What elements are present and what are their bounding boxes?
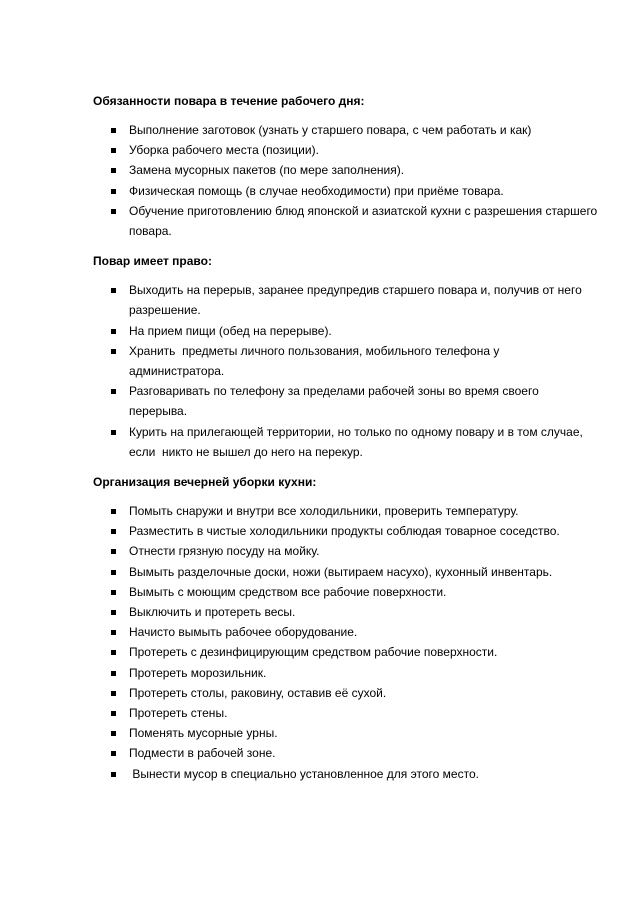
bullet-icon <box>111 189 116 194</box>
list-item: Протереть с дезинфицирующим средством рабочие поверхности. <box>93 642 598 662</box>
bullet-icon <box>111 329 116 334</box>
list-item: Вымыть с моющим средством все рабочие поверхности. <box>93 582 598 602</box>
bullet-icon <box>111 549 116 554</box>
list-item: Уборка рабочего места (позиции). <box>93 140 598 160</box>
bullet-icon <box>111 610 116 615</box>
bullet-icon <box>111 731 116 736</box>
list-item: Разговаривать по телефону за пределами рабочей зоны во время своего перерыва. <box>93 381 598 421</box>
bullet-icon <box>111 570 116 575</box>
list-item: Помыть снаружи и внутри все холодильники, проверить температуру. <box>93 501 598 521</box>
bullet-icon <box>111 630 116 635</box>
duties-list <box>93 120 598 241</box>
bullet-icon <box>111 128 116 133</box>
list-item: Поменять мусорные урны. <box>93 723 598 743</box>
list-item: Отнести грязную посуду на мойку. <box>93 541 598 561</box>
bullet-icon <box>111 430 116 435</box>
bullet-icon <box>111 529 116 534</box>
list-item: Вынести мусор в специально установленное для этого место. <box>93 764 598 784</box>
bullet-icon <box>111 590 116 595</box>
bullet-icon <box>111 389 116 394</box>
bullet-icon <box>111 288 116 293</box>
bullet-icon <box>111 148 116 153</box>
bullet-icon <box>111 209 116 214</box>
list-item: Протереть морозильник. <box>93 663 598 683</box>
bullet-icon <box>111 168 116 173</box>
section-heading-duties: Обязанности повара в течение рабочего дня: <box>93 94 365 108</box>
list-item: Вымыть разделочные доски, ножи (вытираем насухо), кухонный инвентарь. <box>93 562 598 582</box>
cleanup-list <box>93 501 598 784</box>
bullet-icon <box>111 671 116 676</box>
list-item: Курить на прилегающей территории, но только по одному повару и в том случае, если никто не вышел до него на перекур. <box>93 422 598 462</box>
bullet-icon <box>111 349 116 354</box>
list-item: Обучение приготовлению блюд японской и азиатской кухни с разрешения старшего повара. <box>93 201 598 241</box>
list-item: Хранить предметы личного пользования, мобильного телефона у администратора. <box>93 341 598 381</box>
bullet-icon <box>111 772 116 777</box>
list-item: На прием пищи (обед на перерыве). <box>93 321 598 341</box>
bullet-icon <box>111 751 116 756</box>
document-content <box>93 93 598 796</box>
rights-list <box>93 280 598 462</box>
list-item: Замена мусорных пакетов (по мере заполнения). <box>93 160 598 180</box>
list-item: Выходить на перерыв, заранее предупредив старшего повара и, получив от него разрешение. <box>93 280 598 320</box>
list-item: Выключить и протереть весы. <box>93 602 598 622</box>
list-item: Физическая помощь (в случае необходимости) при приёме товара. <box>93 181 598 201</box>
list-item: Протереть столы, раковину, оставив её сухой. <box>93 683 598 703</box>
list-item: Разместить в чистые холодильники продукты соблюдая товарное соседство. <box>93 521 598 541</box>
list-item: Выполнение заготовок (узнать у старшего повара, с чем работать и как) <box>93 120 598 140</box>
bullet-icon <box>111 691 116 696</box>
list-item: Протереть стены. <box>93 703 598 723</box>
bullet-icon <box>111 650 116 655</box>
section-heading-rights: Повар имеет право: <box>93 254 212 269</box>
list-item: Подмести в рабочей зоне. <box>93 743 598 763</box>
section-heading-cleanup: Организация вечерней уборки кухни: <box>93 475 317 490</box>
bullet-icon <box>111 711 116 716</box>
bullet-icon <box>111 509 116 514</box>
list-item: Начисто вымыть рабочее оборудование. <box>93 622 598 642</box>
